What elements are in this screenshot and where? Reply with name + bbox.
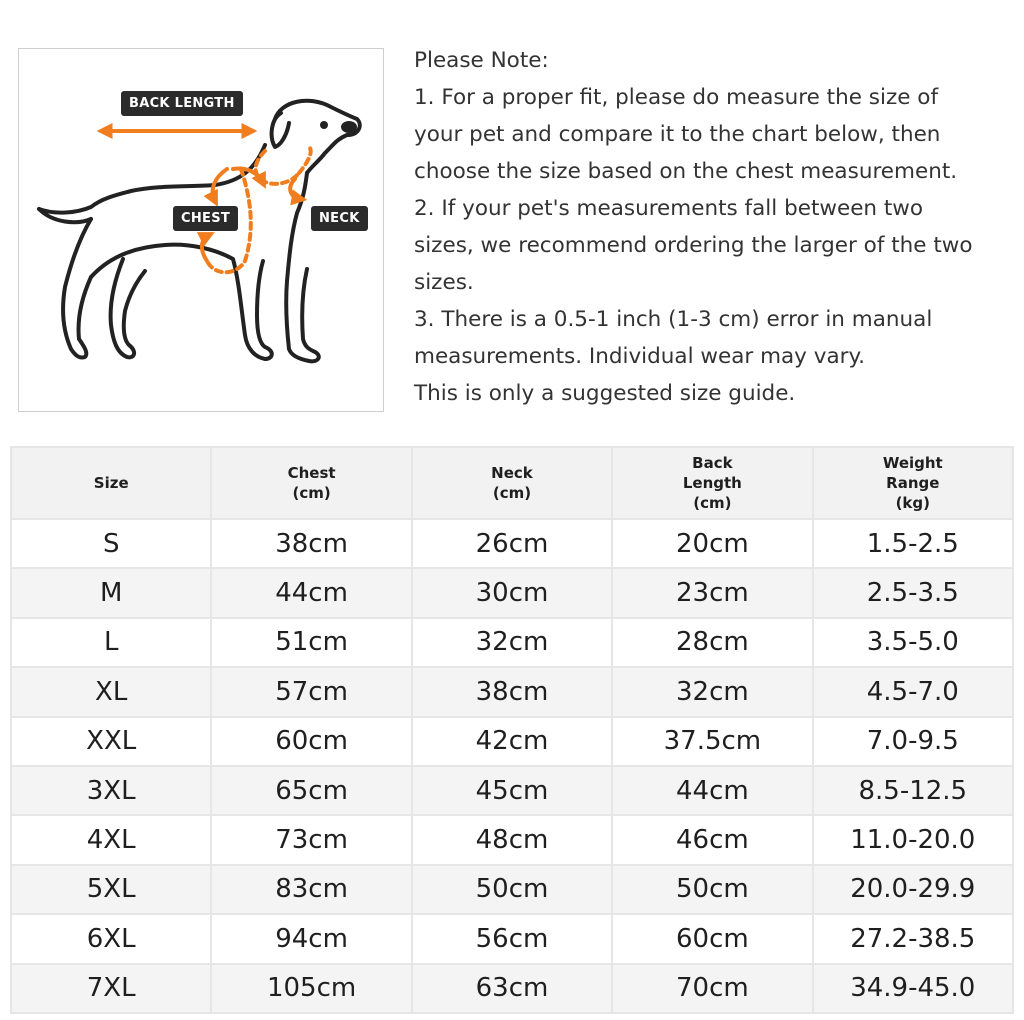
chest-cell: 94cm (211, 914, 411, 963)
table-row (11, 519, 1013, 568)
header-weight-range: Weight Range (kg) (813, 447, 1013, 519)
size-cell: XXL (11, 717, 211, 766)
back-length-cell: 70cm (612, 964, 812, 1013)
chest-cell: 65cm (211, 766, 411, 815)
back-length-cell: 46cm (612, 815, 812, 864)
neck-cell: 26cm (412, 519, 612, 568)
weight-cell: 3.5-5.0 (813, 618, 1013, 667)
table-row (11, 964, 1013, 1013)
table-row (11, 815, 1013, 864)
neck-cell: 50cm (412, 865, 612, 914)
size-cell: L (11, 618, 211, 667)
table-header-row (11, 447, 1013, 519)
chest-cell: 51cm (211, 618, 411, 667)
neck-cell: 30cm (412, 568, 612, 617)
weight-cell: 7.0-9.5 (813, 717, 1013, 766)
table-row (11, 717, 1013, 766)
note-line: sizes, we recommend ordering the larger of the two (414, 233, 973, 258)
note-line: sizes. (414, 270, 474, 295)
dog-measurement-illustration (18, 48, 384, 412)
back-length-label: BACK LENGTH (121, 91, 243, 116)
back-length-cell: 60cm (612, 914, 812, 963)
chest-cell: 60cm (211, 717, 411, 766)
size-cell: S (11, 519, 211, 568)
back-length-cell: 23cm (612, 568, 812, 617)
weight-cell: 2.5-3.5 (813, 568, 1013, 617)
neck-label: NECK (311, 206, 368, 231)
size-cell: 3XL (11, 766, 211, 815)
chest-cell: 57cm (211, 667, 411, 716)
note-title: Please Note: (414, 48, 549, 73)
header-size: Size (11, 447, 211, 519)
size-cell: 7XL (11, 964, 211, 1013)
back-length-cell: 20cm (612, 519, 812, 568)
weight-cell: 11.0-20.0 (813, 815, 1013, 864)
table-row (11, 865, 1013, 914)
chest-cell: 83cm (211, 865, 411, 914)
size-cell: XL (11, 667, 211, 716)
weight-cell: 27.2-38.5 (813, 914, 1013, 963)
note-line: your pet and compare it to the chart below, then (414, 122, 941, 147)
size-notes (414, 42, 1014, 412)
size-chart-table (10, 446, 1014, 1014)
back-length-cell: 44cm (612, 766, 812, 815)
neck-cell: 42cm (412, 717, 612, 766)
back-length-cell: 50cm (612, 865, 812, 914)
note-line: choose the size based on the chest measurement. (414, 159, 958, 184)
neck-cell: 38cm (412, 667, 612, 716)
note-line: 3. There is a 0.5-1 inch (1-3 cm) error in manual (414, 307, 933, 332)
size-cell: 4XL (11, 815, 211, 864)
chest-cell: 73cm (211, 815, 411, 864)
chest-cell: 44cm (211, 568, 411, 617)
weight-cell: 34.9-45.0 (813, 964, 1013, 1013)
table-row (11, 914, 1013, 963)
chest-cell: 105cm (211, 964, 411, 1013)
weight-cell: 4.5-7.0 (813, 667, 1013, 716)
weight-cell: 1.5-2.5 (813, 519, 1013, 568)
table-row (11, 618, 1013, 667)
neck-cell: 63cm (412, 964, 612, 1013)
back-length-cell: 37.5cm (612, 717, 812, 766)
weight-cell: 8.5-12.5 (813, 766, 1013, 815)
note-line: 2. If your pet's measurements fall between two (414, 196, 924, 221)
note-line: measurements. Individual wear may vary. (414, 344, 865, 369)
size-cell: 5XL (11, 865, 211, 914)
header-neck: Neck (cm) (412, 447, 612, 519)
table-row (11, 568, 1013, 617)
back-length-cell: 32cm (612, 667, 812, 716)
note-line: This is only a suggested size guide. (414, 381, 796, 406)
neck-cell: 32cm (412, 618, 612, 667)
neck-cell: 48cm (412, 815, 612, 864)
chest-label: CHEST (173, 206, 238, 231)
size-cell: M (11, 568, 211, 617)
table-row (11, 667, 1013, 716)
weight-cell: 20.0-29.9 (813, 865, 1013, 914)
chest-cell: 38cm (211, 519, 411, 568)
header-back-length: Back Length (cm) (612, 447, 812, 519)
header-chest: Chest (cm) (211, 447, 411, 519)
back-length-cell: 28cm (612, 618, 812, 667)
neck-cell: 45cm (412, 766, 612, 815)
note-line: 1. For a proper fit, please do measure the size of (414, 85, 939, 110)
neck-cell: 56cm (412, 914, 612, 963)
size-cell: 6XL (11, 914, 211, 963)
table-row (11, 766, 1013, 815)
